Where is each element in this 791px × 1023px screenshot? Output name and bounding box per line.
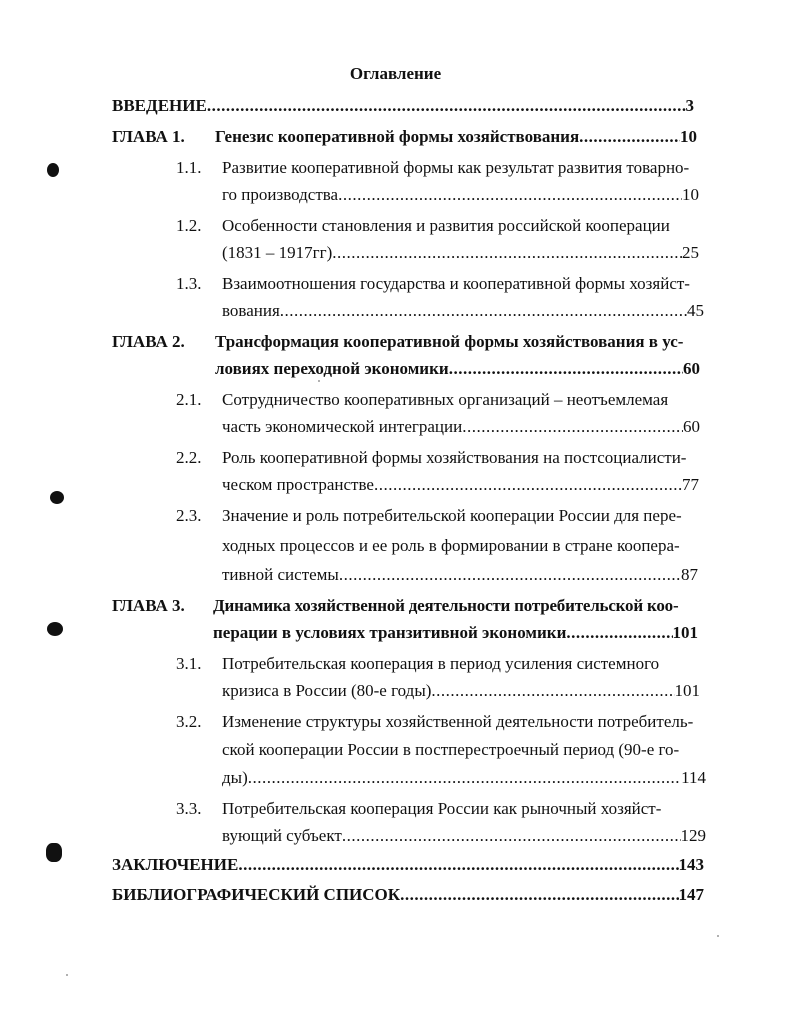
leader-dots bbox=[248, 766, 681, 790]
toc-entry-3-2 bbox=[222, 766, 706, 790]
speck bbox=[318, 380, 320, 382]
section-number: 2.3. bbox=[176, 506, 202, 525]
toc-label: перации в условиях транзитивной экономики bbox=[213, 623, 567, 642]
leader-dots bbox=[280, 299, 687, 323]
section-number: 1.3. bbox=[176, 274, 202, 293]
toc-page: 60 bbox=[683, 359, 700, 378]
toc-text-line: Особенности становления и развития российской кооперации bbox=[222, 216, 670, 235]
toc-text-line: Развитие кооперативной формы как результат развития товарно- bbox=[222, 158, 690, 177]
toc-text-line: Потребительская кооперация в период усиления системного bbox=[222, 654, 660, 673]
toc-text-line: Потребительская кооперация России как рыночный хозяйст- bbox=[222, 799, 662, 818]
leader-dots bbox=[342, 824, 681, 848]
toc-entry-1-2 bbox=[222, 241, 699, 265]
leader-dots bbox=[462, 415, 683, 439]
toc-text-line: Взаимоотношения государства и кооперативной формы хозяйст- bbox=[222, 274, 690, 293]
leader-dots bbox=[566, 621, 672, 645]
toc-label: го производства bbox=[222, 185, 339, 204]
toc-entry-2-2 bbox=[222, 473, 699, 497]
toc-page: 45 bbox=[687, 301, 704, 320]
leader-dots bbox=[332, 241, 682, 265]
toc-text-line: Роль кооперативной формы хозяйствования на постсоциалисти- bbox=[222, 448, 687, 467]
toc-page: 129 bbox=[680, 826, 706, 845]
section-number: 2.2. bbox=[176, 448, 202, 467]
toc-text-line: Значение и роль потребительской кооперации России для пере- bbox=[222, 506, 682, 525]
toc-entry-chapter-1 bbox=[215, 125, 697, 149]
toc-label: Генезис кооперативной формы хозяйствования bbox=[215, 127, 580, 146]
toc-page: 60 bbox=[683, 417, 700, 436]
toc-label: ЗАКЛЮЧЕНИЕ bbox=[112, 855, 239, 874]
toc-page: 101 bbox=[672, 623, 698, 642]
leader-dots bbox=[431, 679, 674, 703]
toc-label: ВВЕДЕНИЕ bbox=[112, 96, 207, 115]
toc-label: БИБЛИОГРАФИЧЕСКИЙ СПИСОК bbox=[112, 885, 401, 904]
leader-dots bbox=[374, 473, 682, 497]
toc-entry-conclusion bbox=[112, 853, 704, 877]
section-number: 2.1. bbox=[176, 390, 202, 409]
ink-blot bbox=[47, 163, 59, 177]
toc-label: тивной системы bbox=[222, 565, 339, 584]
toc-entry-1-3 bbox=[222, 299, 704, 323]
toc-label: (1831 – 1917гг) bbox=[222, 243, 333, 262]
leader-dots bbox=[338, 183, 682, 207]
speck bbox=[66, 974, 68, 976]
toc-page: 101 bbox=[674, 681, 700, 700]
chapter-number: ГЛАВА 3. bbox=[112, 596, 185, 615]
leader-dots bbox=[579, 125, 680, 149]
toc-label: ловиях переходной экономики bbox=[215, 359, 449, 378]
toc-page: 10 bbox=[680, 127, 697, 146]
toc-label: ческом пространстве bbox=[222, 475, 374, 494]
leader-dots bbox=[207, 94, 686, 118]
toc-label: вования bbox=[222, 301, 280, 320]
section-number: 1.2. bbox=[176, 216, 202, 235]
toc-entry-3-1 bbox=[222, 679, 700, 703]
section-number: 3.2. bbox=[176, 712, 202, 731]
toc-label: кризиса в России (80-е годы) bbox=[222, 681, 432, 700]
page-title: Оглавление bbox=[349, 64, 442, 83]
toc-entry-chapter-3 bbox=[213, 621, 698, 645]
toc-label: часть экономической интеграции bbox=[222, 417, 463, 436]
toc-label: ды) bbox=[222, 768, 248, 787]
toc-text-line: Трансформация кооперативной формы хозяйствования в ус- bbox=[215, 332, 684, 351]
toc-page: 114 bbox=[681, 768, 706, 787]
toc-text-line: Изменение структуры хозяйственной деятельности потребитель- bbox=[222, 712, 694, 731]
toc-entry-1-1 bbox=[222, 183, 699, 207]
toc-page: 25 bbox=[682, 243, 699, 262]
leader-dots bbox=[339, 563, 681, 587]
leader-dots bbox=[238, 853, 678, 877]
ink-blot bbox=[47, 622, 63, 636]
toc-text-line: Сотрудничество кооперативных организаций – неотъемлемая bbox=[222, 390, 669, 409]
toc-page: 3 bbox=[685, 96, 694, 115]
ink-blot bbox=[46, 843, 62, 862]
section-number: 3.1. bbox=[176, 654, 202, 673]
toc-entry-bibliography bbox=[112, 883, 704, 907]
toc-entry-2-3 bbox=[222, 563, 698, 587]
chapter-number: ГЛАВА 2. bbox=[112, 332, 185, 351]
toc-page: 147 bbox=[678, 885, 704, 904]
toc-entry-intro bbox=[112, 94, 694, 118]
toc-page: 77 bbox=[682, 475, 699, 494]
ink-blot bbox=[50, 491, 64, 504]
toc-text-line: ходных процессов и ее роль в формировании в стране коопера- bbox=[222, 536, 680, 555]
toc-label: вующий субъект bbox=[222, 826, 342, 845]
toc-text-line: ской кооперации России в постперестроечный период (90-е го- bbox=[222, 740, 680, 759]
toc-page: 87 bbox=[681, 565, 698, 584]
toc-entry-chapter-2 bbox=[215, 357, 700, 381]
toc-text-line: Динамика хозяйственной деятельности потребительской коо- bbox=[213, 596, 679, 615]
speck bbox=[717, 935, 719, 937]
leader-dots bbox=[400, 883, 678, 907]
toc-page: 143 bbox=[678, 855, 704, 874]
toc-entry-2-1 bbox=[222, 415, 700, 439]
section-number: 1.1. bbox=[176, 158, 202, 177]
toc-page: 10 bbox=[682, 185, 699, 204]
leader-dots bbox=[449, 357, 683, 381]
chapter-number: ГЛАВА 1. bbox=[112, 127, 185, 146]
section-number: 3.3. bbox=[176, 799, 202, 818]
toc-entry-3-3 bbox=[222, 824, 706, 848]
